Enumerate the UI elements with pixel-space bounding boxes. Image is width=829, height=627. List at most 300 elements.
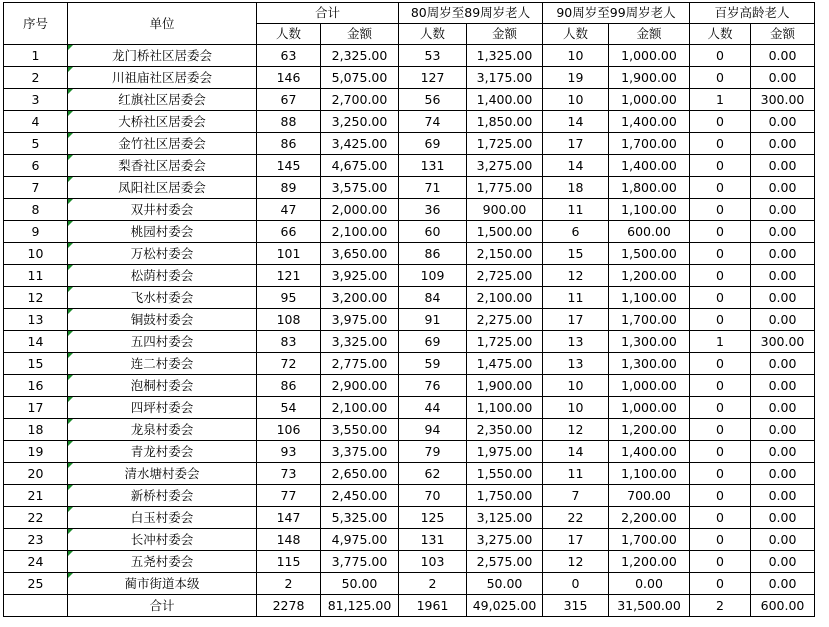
cell-count-100: 0 bbox=[690, 397, 751, 419]
cell-count-90-99: 12 bbox=[543, 551, 609, 573]
cell-total-count: 83 bbox=[257, 331, 321, 353]
cell-amount-100: 0.00 bbox=[751, 243, 815, 265]
cell-count-100: 0 bbox=[690, 155, 751, 177]
cell-total-count: 93 bbox=[257, 441, 321, 463]
cell-amount-80-89: 1,725.00 bbox=[467, 331, 543, 353]
cell-total-count: 88 bbox=[257, 111, 321, 133]
cell-total-amount: 3,975.00 bbox=[321, 309, 399, 331]
cell-amount-100: 0.00 bbox=[751, 529, 815, 551]
cell-seq: 2 bbox=[4, 67, 68, 89]
table-row bbox=[4, 573, 815, 595]
cell-total-amount: 2,650.00 bbox=[321, 463, 399, 485]
cell-seq: 16 bbox=[4, 375, 68, 397]
cell-total-amount: 3,250.00 bbox=[321, 111, 399, 133]
cell-amount-90-99: 1,100.00 bbox=[609, 199, 690, 221]
cell-count-100: 0 bbox=[690, 287, 751, 309]
cell-seq: 1 bbox=[4, 45, 68, 67]
cell-count-80-89: 109 bbox=[399, 265, 467, 287]
cell-count-90-99: 13 bbox=[543, 331, 609, 353]
cell-count-80-89: 56 bbox=[399, 89, 467, 111]
cell-amount-100: 0.00 bbox=[751, 199, 815, 221]
cell-count-100: 0 bbox=[690, 441, 751, 463]
cell-amount-80-89: 3,175.00 bbox=[467, 67, 543, 89]
cell-unit: 万松村委会 bbox=[68, 243, 257, 265]
table-row bbox=[4, 551, 815, 573]
cell-total-amount: 2,000.00 bbox=[321, 199, 399, 221]
cell-seq: 19 bbox=[4, 441, 68, 463]
header-group-80-89: 80周岁至89周岁老人 bbox=[399, 3, 543, 24]
cell-amount-90-99: 1,100.00 bbox=[609, 287, 690, 309]
cell-count-100: 1 bbox=[690, 331, 751, 353]
cell-count-90-99: 0 bbox=[543, 573, 609, 595]
cell-total-count: 47 bbox=[257, 199, 321, 221]
cell-count-80-89: 79 bbox=[399, 441, 467, 463]
cell-count-90-99: 19 bbox=[543, 67, 609, 89]
table-row bbox=[4, 331, 815, 353]
cell-amount-80-89: 2,725.00 bbox=[467, 265, 543, 287]
cell-amount-100: 0.00 bbox=[751, 177, 815, 199]
table-row bbox=[4, 45, 815, 67]
cell-count-80-89: 60 bbox=[399, 221, 467, 243]
cell-count-80-89: 36 bbox=[399, 199, 467, 221]
cell-unit: 蔺市街道本级 bbox=[68, 573, 257, 595]
cell-total-amount: 3,325.00 bbox=[321, 331, 399, 353]
cell-total-count: 86 bbox=[257, 375, 321, 397]
cell-count-80-89: 62 bbox=[399, 463, 467, 485]
cell-amount-90-99: 600.00 bbox=[609, 221, 690, 243]
cell-total-amount: 3,200.00 bbox=[321, 287, 399, 309]
cell-total-amount: 2,100.00 bbox=[321, 397, 399, 419]
cell-amount-80-89: 1,900.00 bbox=[467, 375, 543, 397]
cell-amount-80-89: 1,325.00 bbox=[467, 45, 543, 67]
cell-amount-90-99: 1,400.00 bbox=[609, 155, 690, 177]
table-row bbox=[4, 199, 815, 221]
cell-count-100: 0 bbox=[690, 67, 751, 89]
cell-amount-80-89: 1,400.00 bbox=[467, 89, 543, 111]
cell-unit: 白玉村委会 bbox=[68, 507, 257, 529]
subheader-count: 人数 bbox=[690, 24, 751, 45]
cell-unit: 桃园村委会 bbox=[68, 221, 257, 243]
cell-count-80-89: 86 bbox=[399, 243, 467, 265]
cell-seq: 24 bbox=[4, 551, 68, 573]
cell-total-count: 66 bbox=[257, 221, 321, 243]
table-row bbox=[4, 441, 815, 463]
cell-amount-90-99: 1,800.00 bbox=[609, 177, 690, 199]
cell-seq: 6 bbox=[4, 155, 68, 177]
cell-count-90-99: 11 bbox=[543, 463, 609, 485]
table-row bbox=[4, 463, 815, 485]
cell-unit: 川祖庙社区居委会 bbox=[68, 67, 257, 89]
cell-amount-100: 0.00 bbox=[751, 353, 815, 375]
cell-total-amount: 5,325.00 bbox=[321, 507, 399, 529]
cell-unit: 龙泉村委会 bbox=[68, 419, 257, 441]
table-row bbox=[4, 177, 815, 199]
table-row bbox=[4, 353, 815, 375]
subheader-count: 人数 bbox=[543, 24, 609, 45]
cell-unit: 大桥社区居委会 bbox=[68, 111, 257, 133]
cell-unit: 松荫村委会 bbox=[68, 265, 257, 287]
cell-count-90-99: 10 bbox=[543, 89, 609, 111]
cell-total-amount: 4,975.00 bbox=[321, 529, 399, 551]
cell-total-amount: 2,325.00 bbox=[321, 45, 399, 67]
table-row bbox=[4, 133, 815, 155]
cell-total-count: 108 bbox=[257, 309, 321, 331]
cell-count-100: 0 bbox=[690, 419, 751, 441]
cell-amount-100: 0.00 bbox=[751, 375, 815, 397]
total-total-count: 2278 bbox=[257, 595, 321, 617]
cell-amount-90-99: 1,400.00 bbox=[609, 111, 690, 133]
cell-total-amount: 3,925.00 bbox=[321, 265, 399, 287]
cell-count-100: 0 bbox=[690, 353, 751, 375]
cell-amount-80-89: 1,500.00 bbox=[467, 221, 543, 243]
cell-total-count: 106 bbox=[257, 419, 321, 441]
cell-amount-80-89: 1,550.00 bbox=[467, 463, 543, 485]
cell-unit: 清水塘村委会 bbox=[68, 463, 257, 485]
table-row bbox=[4, 309, 815, 331]
cell-amount-100: 0.00 bbox=[751, 287, 815, 309]
cell-total-count: 146 bbox=[257, 67, 321, 89]
cell-count-80-89: 91 bbox=[399, 309, 467, 331]
cell-total-amount: 2,775.00 bbox=[321, 353, 399, 375]
header-seq: 序号 bbox=[4, 3, 68, 45]
cell-count-100: 0 bbox=[690, 265, 751, 287]
cell-total-amount: 3,775.00 bbox=[321, 551, 399, 573]
table-row bbox=[4, 419, 815, 441]
cell-amount-100: 300.00 bbox=[751, 331, 815, 353]
cell-total-amount: 2,450.00 bbox=[321, 485, 399, 507]
cell-total-amount: 2,900.00 bbox=[321, 375, 399, 397]
cell-seq: 5 bbox=[4, 133, 68, 155]
cell-seq: 7 bbox=[4, 177, 68, 199]
cell-total-amount: 3,575.00 bbox=[321, 177, 399, 199]
cell-amount-90-99: 1,200.00 bbox=[609, 265, 690, 287]
table-row bbox=[4, 89, 815, 111]
subheader-amount: 金额 bbox=[321, 24, 399, 45]
cell-count-80-89: 103 bbox=[399, 551, 467, 573]
cell-count-100: 1 bbox=[690, 89, 751, 111]
table-row bbox=[4, 287, 815, 309]
cell-total-amount: 4,675.00 bbox=[321, 155, 399, 177]
cell-count-90-99: 12 bbox=[543, 419, 609, 441]
cell-count-100: 0 bbox=[690, 529, 751, 551]
cell-amount-80-89: 1,100.00 bbox=[467, 397, 543, 419]
cell-count-100: 0 bbox=[690, 507, 751, 529]
cell-seq: 20 bbox=[4, 463, 68, 485]
cell-seq: 8 bbox=[4, 199, 68, 221]
cell-amount-100: 0.00 bbox=[751, 419, 815, 441]
cell-unit: 泡桐村委会 bbox=[68, 375, 257, 397]
cell-amount-80-89: 1,850.00 bbox=[467, 111, 543, 133]
cell-count-80-89: 59 bbox=[399, 353, 467, 375]
cell-count-80-89: 131 bbox=[399, 529, 467, 551]
table-row bbox=[4, 397, 815, 419]
cell-amount-100: 0.00 bbox=[751, 463, 815, 485]
total-seq bbox=[4, 595, 68, 617]
cell-count-100: 0 bbox=[690, 375, 751, 397]
cell-amount-80-89: 2,575.00 bbox=[467, 551, 543, 573]
cell-count-100: 0 bbox=[690, 199, 751, 221]
cell-count-80-89: 94 bbox=[399, 419, 467, 441]
cell-amount-100: 0.00 bbox=[751, 67, 815, 89]
cell-count-80-89: 2 bbox=[399, 573, 467, 595]
cell-count-100: 0 bbox=[690, 551, 751, 573]
cell-total-amount: 2,700.00 bbox=[321, 89, 399, 111]
cell-count-100: 0 bbox=[690, 111, 751, 133]
total-count-100: 2 bbox=[690, 595, 751, 617]
total-amount-100: 600.00 bbox=[751, 595, 815, 617]
subsidy-table bbox=[3, 2, 815, 617]
table-row bbox=[4, 375, 815, 397]
table-row bbox=[4, 265, 815, 287]
cell-count-100: 0 bbox=[690, 485, 751, 507]
cell-count-80-89: 74 bbox=[399, 111, 467, 133]
header-group-centenarian: 百岁高龄老人 bbox=[690, 3, 815, 24]
cell-unit: 龙门桥社区居委会 bbox=[68, 45, 257, 67]
cell-amount-80-89: 2,150.00 bbox=[467, 243, 543, 265]
cell-count-90-99: 18 bbox=[543, 177, 609, 199]
cell-amount-80-89: 3,125.00 bbox=[467, 507, 543, 529]
cell-amount-100: 0.00 bbox=[751, 45, 815, 67]
cell-total-amount: 50.00 bbox=[321, 573, 399, 595]
cell-seq: 21 bbox=[4, 485, 68, 507]
cell-total-count: 95 bbox=[257, 287, 321, 309]
cell-total-count: 121 bbox=[257, 265, 321, 287]
subheader-amount: 金额 bbox=[467, 24, 543, 45]
cell-amount-90-99: 1,000.00 bbox=[609, 397, 690, 419]
cell-seq: 17 bbox=[4, 397, 68, 419]
cell-count-80-89: 131 bbox=[399, 155, 467, 177]
cell-amount-80-89: 1,725.00 bbox=[467, 133, 543, 155]
cell-unit: 长冲村委会 bbox=[68, 529, 257, 551]
cell-count-80-89: 125 bbox=[399, 507, 467, 529]
cell-unit: 红旗社区居委会 bbox=[68, 89, 257, 111]
cell-seq: 4 bbox=[4, 111, 68, 133]
cell-amount-90-99: 1,200.00 bbox=[609, 551, 690, 573]
cell-amount-80-89: 900.00 bbox=[467, 199, 543, 221]
total-count-80-89: 1961 bbox=[399, 595, 467, 617]
cell-count-90-99: 22 bbox=[543, 507, 609, 529]
cell-seq: 9 bbox=[4, 221, 68, 243]
cell-count-80-89: 76 bbox=[399, 375, 467, 397]
cell-unit: 连二村委会 bbox=[68, 353, 257, 375]
cell-amount-80-89: 2,350.00 bbox=[467, 419, 543, 441]
subheader-amount: 金额 bbox=[751, 24, 815, 45]
cell-count-90-99: 10 bbox=[543, 397, 609, 419]
header-unit: 单位 bbox=[68, 3, 257, 45]
cell-total-amount: 3,550.00 bbox=[321, 419, 399, 441]
cell-total-count: 63 bbox=[257, 45, 321, 67]
cell-total-count: 77 bbox=[257, 485, 321, 507]
cell-unit: 金竹社区居委会 bbox=[68, 133, 257, 155]
cell-amount-90-99: 700.00 bbox=[609, 485, 690, 507]
cell-unit: 飞水村委会 bbox=[68, 287, 257, 309]
cell-amount-90-99: 1,400.00 bbox=[609, 441, 690, 463]
cell-amount-90-99: 1,500.00 bbox=[609, 243, 690, 265]
cell-amount-90-99: 1,300.00 bbox=[609, 353, 690, 375]
cell-total-count: 147 bbox=[257, 507, 321, 529]
cell-total-amount: 5,075.00 bbox=[321, 67, 399, 89]
cell-amount-100: 0.00 bbox=[751, 507, 815, 529]
cell-unit: 新桥村委会 bbox=[68, 485, 257, 507]
cell-count-100: 0 bbox=[690, 463, 751, 485]
cell-seq: 12 bbox=[4, 287, 68, 309]
cell-amount-100: 0.00 bbox=[751, 155, 815, 177]
cell-amount-100: 0.00 bbox=[751, 133, 815, 155]
table-row bbox=[4, 243, 815, 265]
total-amount-90-99: 31,500.00 bbox=[609, 595, 690, 617]
cell-amount-80-89: 3,275.00 bbox=[467, 529, 543, 551]
cell-amount-80-89: 50.00 bbox=[467, 573, 543, 595]
cell-amount-80-89: 2,100.00 bbox=[467, 287, 543, 309]
cell-total-amount: 3,375.00 bbox=[321, 441, 399, 463]
subheader-count: 人数 bbox=[399, 24, 467, 45]
cell-seq: 11 bbox=[4, 265, 68, 287]
cell-total-count: 67 bbox=[257, 89, 321, 111]
cell-count-90-99: 10 bbox=[543, 45, 609, 67]
subheader-count: 人数 bbox=[257, 24, 321, 45]
cell-amount-100: 0.00 bbox=[751, 573, 815, 595]
cell-count-100: 0 bbox=[690, 221, 751, 243]
cell-seq: 10 bbox=[4, 243, 68, 265]
table-row bbox=[4, 485, 815, 507]
cell-total-count: 86 bbox=[257, 133, 321, 155]
cell-count-90-99: 7 bbox=[543, 485, 609, 507]
cell-total-count: 72 bbox=[257, 353, 321, 375]
cell-unit: 凤阳社区居委会 bbox=[68, 177, 257, 199]
subheader-amount: 金额 bbox=[609, 24, 690, 45]
cell-total-count: 89 bbox=[257, 177, 321, 199]
cell-count-90-99: 11 bbox=[543, 199, 609, 221]
total-count-90-99: 315 bbox=[543, 595, 609, 617]
cell-unit: 五尧村委会 bbox=[68, 551, 257, 573]
cell-amount-90-99: 1,000.00 bbox=[609, 89, 690, 111]
cell-seq: 22 bbox=[4, 507, 68, 529]
header-group-90-99: 90周岁至99周岁老人 bbox=[543, 3, 690, 24]
cell-count-90-99: 11 bbox=[543, 287, 609, 309]
cell-count-80-89: 69 bbox=[399, 133, 467, 155]
cell-amount-80-89: 1,975.00 bbox=[467, 441, 543, 463]
cell-amount-90-99: 1,900.00 bbox=[609, 67, 690, 89]
cell-unit: 双井村委会 bbox=[68, 199, 257, 221]
cell-unit: 铜鼓村委会 bbox=[68, 309, 257, 331]
cell-amount-80-89: 1,775.00 bbox=[467, 177, 543, 199]
cell-unit: 四坪村委会 bbox=[68, 397, 257, 419]
cell-seq: 3 bbox=[4, 89, 68, 111]
cell-total-count: 54 bbox=[257, 397, 321, 419]
cell-total-count: 73 bbox=[257, 463, 321, 485]
cell-amount-100: 0.00 bbox=[751, 441, 815, 463]
cell-amount-100: 0.00 bbox=[751, 551, 815, 573]
cell-amount-90-99: 1,200.00 bbox=[609, 419, 690, 441]
cell-count-90-99: 17 bbox=[543, 133, 609, 155]
cell-amount-100: 0.00 bbox=[751, 221, 815, 243]
cell-amount-90-99: 1,700.00 bbox=[609, 133, 690, 155]
cell-count-80-89: 69 bbox=[399, 331, 467, 353]
total-total-amount: 81,125.00 bbox=[321, 595, 399, 617]
cell-count-100: 0 bbox=[690, 177, 751, 199]
cell-total-count: 145 bbox=[257, 155, 321, 177]
cell-seq: 23 bbox=[4, 529, 68, 551]
cell-amount-100: 0.00 bbox=[751, 397, 815, 419]
table-row bbox=[4, 529, 815, 551]
cell-seq: 25 bbox=[4, 573, 68, 595]
cell-amount-100: 0.00 bbox=[751, 309, 815, 331]
cell-amount-100: 0.00 bbox=[751, 265, 815, 287]
cell-count-100: 0 bbox=[690, 133, 751, 155]
cell-count-90-99: 10 bbox=[543, 375, 609, 397]
table-row bbox=[4, 67, 815, 89]
cell-total-count: 2 bbox=[257, 573, 321, 595]
cell-amount-90-99: 1,000.00 bbox=[609, 45, 690, 67]
total-row bbox=[4, 595, 815, 617]
cell-count-100: 0 bbox=[690, 45, 751, 67]
cell-unit: 梨香社区居委会 bbox=[68, 155, 257, 177]
cell-total-amount: 3,425.00 bbox=[321, 133, 399, 155]
cell-count-90-99: 17 bbox=[543, 309, 609, 331]
total-amount-80-89: 49,025.00 bbox=[467, 595, 543, 617]
cell-count-90-99: 14 bbox=[543, 441, 609, 463]
header-row bbox=[4, 3, 815, 24]
cell-count-80-89: 44 bbox=[399, 397, 467, 419]
cell-count-80-89: 127 bbox=[399, 67, 467, 89]
cell-amount-80-89: 3,275.00 bbox=[467, 155, 543, 177]
cell-amount-80-89: 2,275.00 bbox=[467, 309, 543, 331]
cell-amount-100: 0.00 bbox=[751, 111, 815, 133]
cell-count-80-89: 71 bbox=[399, 177, 467, 199]
cell-count-90-99: 14 bbox=[543, 155, 609, 177]
cell-total-amount: 2,100.00 bbox=[321, 221, 399, 243]
cell-amount-90-99: 1,700.00 bbox=[609, 309, 690, 331]
cell-count-100: 0 bbox=[690, 243, 751, 265]
cell-count-90-99: 15 bbox=[543, 243, 609, 265]
cell-seq: 14 bbox=[4, 331, 68, 353]
cell-amount-90-99: 1,300.00 bbox=[609, 331, 690, 353]
cell-total-amount: 3,650.00 bbox=[321, 243, 399, 265]
cell-amount-100: 300.00 bbox=[751, 89, 815, 111]
cell-seq: 15 bbox=[4, 353, 68, 375]
cell-unit: 五四村委会 bbox=[68, 331, 257, 353]
cell-count-100: 0 bbox=[690, 573, 751, 595]
cell-seq: 18 bbox=[4, 419, 68, 441]
cell-count-80-89: 70 bbox=[399, 485, 467, 507]
table-row bbox=[4, 507, 815, 529]
cell-amount-90-99: 2,200.00 bbox=[609, 507, 690, 529]
cell-amount-80-89: 1,475.00 bbox=[467, 353, 543, 375]
cell-unit: 青龙村委会 bbox=[68, 441, 257, 463]
cell-count-80-89: 84 bbox=[399, 287, 467, 309]
cell-amount-80-89: 1,750.00 bbox=[467, 485, 543, 507]
cell-amount-90-99: 0.00 bbox=[609, 573, 690, 595]
header-group-total: 合计 bbox=[257, 3, 399, 24]
cell-count-90-99: 6 bbox=[543, 221, 609, 243]
cell-amount-100: 0.00 bbox=[751, 485, 815, 507]
cell-count-90-99: 17 bbox=[543, 529, 609, 551]
table-row bbox=[4, 111, 815, 133]
cell-amount-90-99: 1,000.00 bbox=[609, 375, 690, 397]
cell-total-count: 101 bbox=[257, 243, 321, 265]
total-unit: 合计 bbox=[68, 595, 257, 617]
cell-total-count: 115 bbox=[257, 551, 321, 573]
cell-count-90-99: 12 bbox=[543, 265, 609, 287]
cell-amount-90-99: 1,700.00 bbox=[609, 529, 690, 551]
cell-count-90-99: 14 bbox=[543, 111, 609, 133]
cell-amount-90-99: 1,100.00 bbox=[609, 463, 690, 485]
table-row bbox=[4, 221, 815, 243]
cell-total-count: 148 bbox=[257, 529, 321, 551]
cell-count-90-99: 13 bbox=[543, 353, 609, 375]
cell-count-100: 0 bbox=[690, 309, 751, 331]
cell-seq: 13 bbox=[4, 309, 68, 331]
